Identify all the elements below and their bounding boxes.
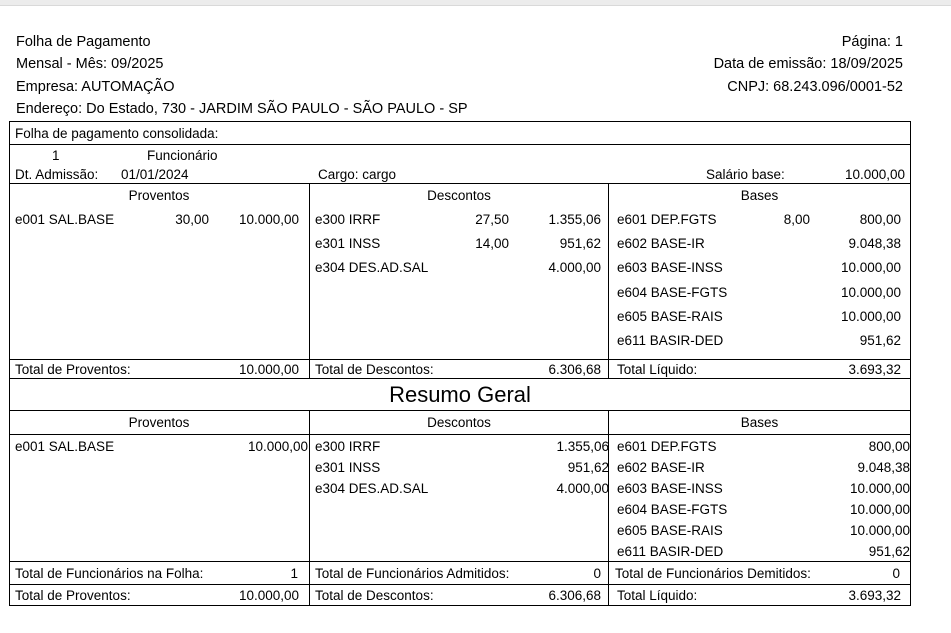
employee-number: 1 — [52, 148, 60, 163]
proventos-code: e001 SAL.BASE — [15, 212, 115, 227]
summary-bases-header: Bases — [740, 415, 779, 430]
summary-descontos-code: e301 INSS — [315, 460, 381, 475]
descontos-value: 1.355,06 — [548, 212, 601, 227]
summary-bases-code: e605 BASE-RAIS — [617, 523, 723, 538]
bases-value: 10.000,00 — [840, 260, 901, 275]
summary-bases-value: 10.000,00 — [849, 481, 910, 496]
proventos-ref: 30,00 — [175, 212, 209, 227]
descontos-code: e300 IRRF — [315, 212, 381, 227]
summary-bases-code: e603 BASE-INSS — [617, 481, 723, 496]
employee-name: Funcionário — [147, 148, 218, 163]
summary-total-proventos-label: Total de Proventos: — [15, 588, 131, 603]
table-divider — [9, 183, 911, 184]
summary-total-proventos-value: 10.000,00 — [238, 588, 299, 603]
bases-code: e603 BASE-INSS — [617, 260, 723, 275]
summary-total-liquido-value: 3.693,32 — [848, 588, 901, 603]
total-liquido-value: 3.693,32 — [848, 362, 901, 377]
company-cnpj: CNPJ: 68.243.096/0001-52 — [727, 79, 903, 95]
summary-bases-code: e604 BASE-FGTS — [617, 502, 728, 517]
bases-code: e605 BASE-RAIS — [617, 309, 723, 324]
summary-descontos-value: 4.000,00 — [556, 481, 609, 496]
summary-descontos-code: e304 DES.AD.SAL — [315, 481, 429, 496]
descontos-code: e304 DES.AD.SAL — [315, 260, 429, 275]
bases-value: 10.000,00 — [840, 285, 901, 300]
proventos-value: 10.000,00 — [238, 212, 299, 227]
descontos-value: 951,62 — [559, 236, 601, 251]
company-name: Empresa: AUTOMAÇÃO — [16, 79, 175, 95]
summary-total-descontos-value: 6.306,68 — [548, 588, 601, 603]
descontos-ref: 27,50 — [475, 212, 509, 227]
total-proventos-label: Total de Proventos: — [15, 362, 131, 377]
column-divider — [608, 183, 609, 379]
count-demitidos-label: Total de Funcionários Demitidos: — [615, 566, 811, 581]
table-border-bottom — [9, 605, 911, 606]
column-divider — [309, 183, 310, 379]
admission-label: Dt. Admissão: — [15, 167, 99, 182]
table-divider — [9, 410, 911, 411]
table-divider — [9, 584, 911, 585]
descontos-header: Descontos — [427, 188, 491, 203]
summary-proventos-code: e001 SAL.BASE — [15, 439, 115, 454]
summary-descontos-value: 951,62 — [567, 460, 609, 475]
bases-code: e601 DEP.FGTS — [617, 212, 717, 227]
count-folha-label: Total de Funcionários na Folha: — [15, 566, 204, 581]
bases-header: Bases — [740, 188, 779, 203]
summary-bases-value: 10.000,00 — [849, 502, 910, 517]
base-salary-label: Salário base: — [706, 167, 785, 182]
total-descontos-label: Total de Descontos: — [315, 362, 434, 377]
company-address: Endereço: Do Estado, 730 - JARDIM SÃO PAULO - SÃO PAULO - SP — [16, 101, 468, 117]
summary-total-descontos-label: Total de Descontos: — [315, 588, 434, 603]
descontos-ref: 14,00 — [475, 236, 509, 251]
bases-value: 10.000,00 — [840, 309, 901, 324]
bases-value: 951,62 — [859, 333, 901, 348]
summary-proventos-header: Proventos — [128, 415, 190, 430]
bases-code: e604 BASE-FGTS — [617, 285, 728, 300]
total-descontos-value: 6.306,68 — [548, 362, 601, 377]
summary-bases-code: e601 DEP.FGTS — [617, 439, 717, 454]
total-proventos-value: 10.000,00 — [238, 362, 299, 377]
table-divider — [9, 359, 911, 360]
consolidated-label: Folha de pagamento consolidada: — [15, 126, 219, 141]
employee-role: Cargo: cargo — [318, 167, 397, 182]
count-admitidos-value: 0 — [593, 566, 601, 581]
summary-bases-value: 10.000,00 — [849, 523, 910, 538]
proventos-header: Proventos — [128, 188, 190, 203]
bases-code: e602 BASE-IR — [617, 236, 705, 251]
summary-title: Resumo Geral — [389, 382, 531, 407]
column-divider — [309, 410, 310, 606]
report-period: Mensal - Mês: 09/2025 — [16, 56, 164, 72]
report-title: Folha de Pagamento — [16, 34, 151, 50]
summary-bases-value: 9.048,38 — [857, 460, 910, 475]
bases-value: 800,00 — [859, 212, 901, 227]
summary-proventos-value: 10.000,00 — [247, 439, 308, 454]
count-demitidos-value: 0 — [892, 566, 900, 581]
summary-descontos-header: Descontos — [427, 415, 491, 430]
count-admitidos-label: Total de Funcionários Admitidos: — [315, 566, 510, 581]
bases-value: 9.048,38 — [848, 236, 901, 251]
summary-header-divider — [9, 434, 911, 435]
viewer-top-bar — [0, 0, 951, 6]
summary-total-liquido-label: Total Líquido: — [617, 588, 698, 603]
table-border-top — [9, 121, 911, 122]
issue-date: Data de emissão: 18/09/2025 — [713, 56, 903, 72]
descontos-value: 4.000,00 — [548, 260, 601, 275]
bases-code: e611 BASIR-DED — [617, 333, 724, 348]
bases-ref: 8,00 — [783, 212, 810, 227]
summary-bases-value: 800,00 — [868, 439, 910, 454]
count-folha-value: 1 — [290, 566, 298, 581]
summary-bases-code: e602 BASE-IR — [617, 460, 705, 475]
table-divider — [9, 144, 911, 145]
total-liquido-label: Total Líquido: — [617, 362, 698, 377]
page-number: Página: 1 — [841, 34, 903, 50]
table-divider — [9, 561, 911, 562]
summary-descontos-code: e300 IRRF — [315, 439, 381, 454]
table-divider — [9, 378, 911, 379]
base-salary-value: 10.000,00 — [844, 167, 905, 182]
summary-bases-code: e611 BASIR-DED — [617, 544, 724, 559]
summary-bases-value: 951,62 — [868, 544, 910, 559]
admission-date: 01/01/2024 — [121, 167, 189, 182]
summary-descontos-value: 1.355,06 — [556, 439, 609, 454]
descontos-code: e301 INSS — [315, 236, 381, 251]
